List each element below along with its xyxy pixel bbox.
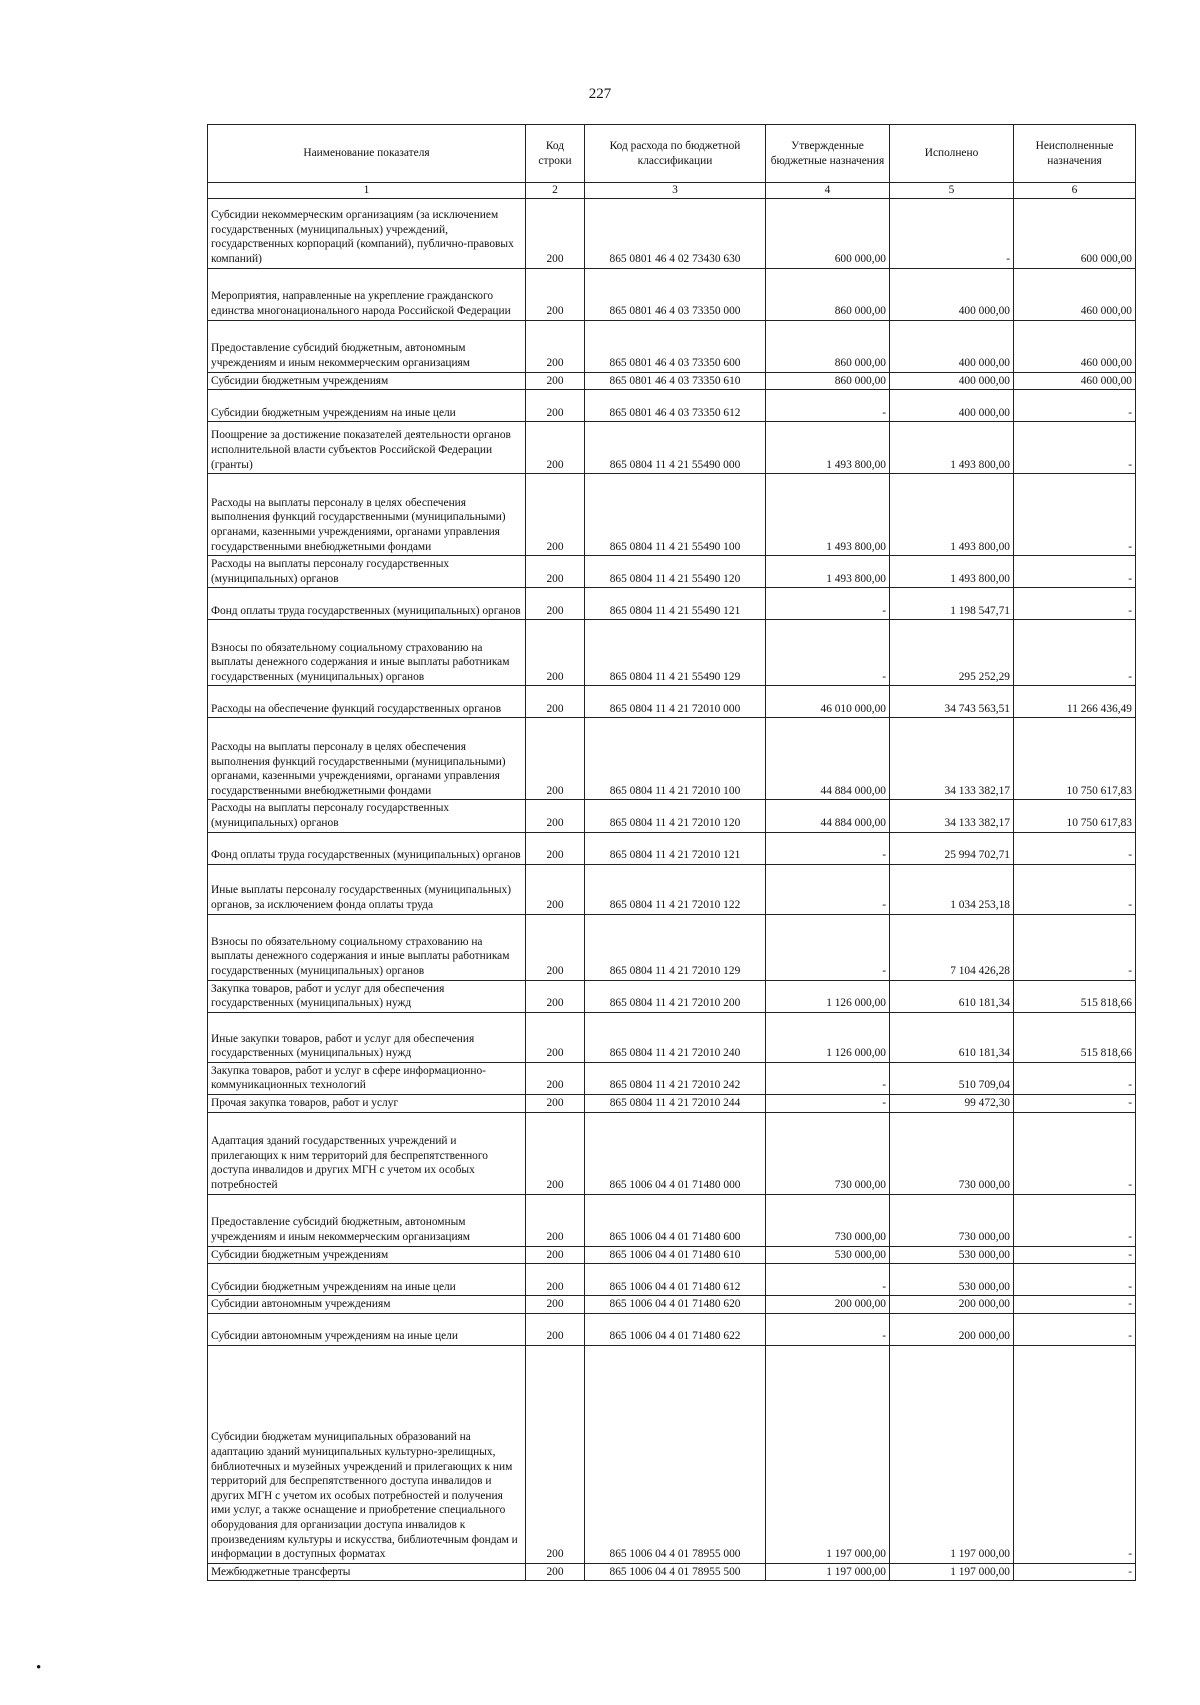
row-executed: 400 000,00	[890, 320, 1014, 372]
row-executed: 530 000,00	[890, 1264, 1014, 1296]
row-name: Мероприятия, направленные на укрепление гражданского единства многонационального народа Российской Федерации	[208, 268, 526, 320]
row-unexecuted: 460 000,00	[1014, 268, 1136, 320]
table-row	[208, 1313, 1136, 1345]
table-row	[208, 800, 1136, 832]
column-number-row	[208, 183, 1136, 199]
row-unexecuted: -	[1014, 588, 1136, 620]
row-kbk: 865 0804 11 4 21 55490 129	[585, 620, 766, 686]
row-kbk: 865 1006 04 4 01 71480 612	[585, 1264, 766, 1296]
header-executed: Исполнено	[890, 125, 1014, 183]
row-approved: 600 000,00	[766, 198, 890, 268]
row-unexecuted: -	[1014, 1094, 1136, 1112]
table-body	[208, 198, 1136, 1581]
row-executed: 400 000,00	[890, 372, 1014, 390]
row-name: Адаптация зданий государственных учреждений и прилегающих к ним территорий для беспрепятственного доступа инвалидов и других МГН с учетом их особых потребностей	[208, 1112, 526, 1194]
table-row	[208, 832, 1136, 864]
row-kbk: 865 0804 11 4 21 72010 122	[585, 864, 766, 914]
row-unexecuted: 10 750 617,83	[1014, 800, 1136, 832]
row-approved: 1 197 000,00	[766, 1563, 890, 1581]
row-kbk: 865 0804 11 4 21 72010 000	[585, 686, 766, 718]
row-approved: 44 884 000,00	[766, 718, 890, 800]
row-unexecuted: 10 750 617,83	[1014, 718, 1136, 800]
column-number: 5	[890, 183, 1014, 199]
row-executed: 610 181,34	[890, 1012, 1014, 1062]
row-kbk: 865 0804 11 4 21 55490 121	[585, 588, 766, 620]
row-name: Закупка товаров, работ и услуг в сфере информационно-коммуникационных технологий	[208, 1062, 526, 1094]
row-line-code: 200	[526, 1563, 585, 1581]
row-executed: 295 252,29	[890, 620, 1014, 686]
row-line-code: 200	[526, 556, 585, 588]
row-name: Поощрение за достижение показателей деятельности органов исполнительной власти субъектов Российской Федерации (гранты)	[208, 422, 526, 474]
row-unexecuted: -	[1014, 1246, 1136, 1264]
row-line-code: 200	[526, 422, 585, 474]
table-row	[208, 1563, 1136, 1581]
row-line-code: 200	[526, 1012, 585, 1062]
header-approved: Утвержденные бюджетные назначения	[766, 125, 890, 183]
table-row	[208, 198, 1136, 268]
row-unexecuted: -	[1014, 1345, 1136, 1563]
row-kbk: 865 1006 04 4 01 71480 610	[585, 1246, 766, 1264]
row-executed: 530 000,00	[890, 1246, 1014, 1264]
row-name: Субсидии бюджетным учреждениям на иные цели	[208, 390, 526, 422]
row-executed: 730 000,00	[890, 1194, 1014, 1246]
row-approved: 200 000,00	[766, 1296, 890, 1314]
row-approved: 860 000,00	[766, 268, 890, 320]
table-row	[208, 718, 1136, 800]
row-kbk: 865 1006 04 4 01 71480 622	[585, 1313, 766, 1345]
column-number: 1	[208, 183, 526, 199]
row-executed: 1 493 800,00	[890, 422, 1014, 474]
row-kbk: 865 0801 46 4 03 73350 600	[585, 320, 766, 372]
row-approved: -	[766, 864, 890, 914]
row-name: Фонд оплаты труда государственных (муниципальных) органов	[208, 832, 526, 864]
row-name: Предоставление субсидий бюджетным, автономным учреждениям и иным некоммерческим организациям	[208, 320, 526, 372]
row-unexecuted: -	[1014, 620, 1136, 686]
row-unexecuted: -	[1014, 832, 1136, 864]
row-line-code: 200	[526, 686, 585, 718]
table-row	[208, 620, 1136, 686]
row-kbk: 865 0804 11 4 21 72010 120	[585, 800, 766, 832]
row-executed: 200 000,00	[890, 1296, 1014, 1314]
table-row	[208, 1296, 1136, 1314]
table-row	[208, 422, 1136, 474]
row-approved: 1 493 800,00	[766, 474, 890, 556]
column-number: 4	[766, 183, 890, 199]
row-unexecuted: 11 266 436,49	[1014, 686, 1136, 718]
table-row	[208, 1094, 1136, 1112]
table-row	[208, 1246, 1136, 1264]
row-approved: 44 884 000,00	[766, 800, 890, 832]
row-name: Фонд оплаты труда государственных (муниципальных) органов	[208, 588, 526, 620]
table-row	[208, 864, 1136, 914]
row-line-code: 200	[526, 320, 585, 372]
row-executed: 1 493 800,00	[890, 474, 1014, 556]
row-name: Предоставление субсидий бюджетным, автономным учреждениям и иным некоммерческим организациям	[208, 1194, 526, 1246]
row-name: Субсидии бюджетам муниципальных образований на адаптацию зданий муниципальных культурно-зрелищных, библиотечных и музейных учреждений и прилегающих к ним территорий для беспрепятственного доступа инвалидов и других МГН с учетом их особых потребностей и получения ими услуг, а также оснащение и приобретение специального оборудования для организации доступа инвалидов к произведениям культуры и искусства, библиотечным фондам и информации в доступных форматах	[208, 1345, 526, 1563]
budget-execution-table	[207, 124, 1136, 1581]
row-line-code: 200	[526, 1345, 585, 1563]
row-line-code: 200	[526, 268, 585, 320]
row-line-code: 200	[526, 1094, 585, 1112]
row-approved: -	[766, 832, 890, 864]
row-line-code: 200	[526, 1313, 585, 1345]
row-line-code: 200	[526, 1112, 585, 1194]
row-kbk: 865 1006 04 4 01 78955 500	[585, 1563, 766, 1581]
row-line-code: 200	[526, 1194, 585, 1246]
row-name: Межбюджетные трансферты	[208, 1563, 526, 1581]
row-line-code: 200	[526, 718, 585, 800]
table-row	[208, 588, 1136, 620]
row-approved: -	[766, 620, 890, 686]
row-name: Взносы по обязательному социальному страхованию на выплаты денежного содержания и иные выплаты работникам государственных (муниципальных) органов	[208, 914, 526, 980]
row-line-code: 200	[526, 1264, 585, 1296]
row-executed: 7 104 426,28	[890, 914, 1014, 980]
row-kbk: 865 0801 46 4 03 73350 610	[585, 372, 766, 390]
row-executed: -	[890, 198, 1014, 268]
row-line-code: 200	[526, 1246, 585, 1264]
row-executed: 99 472,30	[890, 1094, 1014, 1112]
row-name: Закупка товаров, работ и услуг для обеспечения государственных (муниципальных) нужд	[208, 980, 526, 1012]
row-approved: 46 010 000,00	[766, 686, 890, 718]
row-kbk: 865 1006 04 4 01 78955 000	[585, 1345, 766, 1563]
table-row	[208, 320, 1136, 372]
row-line-code: 200	[526, 390, 585, 422]
row-kbk: 865 0804 11 4 21 72010 240	[585, 1012, 766, 1062]
row-kbk: 865 0804 11 4 21 72010 100	[585, 718, 766, 800]
column-number: 3	[585, 183, 766, 199]
header-line-code: Код строки	[526, 125, 585, 183]
table-row	[208, 556, 1136, 588]
row-name: Расходы на выплаты персоналу государственных (муниципальных) органов	[208, 800, 526, 832]
table-row	[208, 686, 1136, 718]
row-line-code: 200	[526, 832, 585, 864]
table-row	[208, 1012, 1136, 1062]
row-unexecuted: -	[1014, 556, 1136, 588]
row-executed: 200 000,00	[890, 1313, 1014, 1345]
row-executed: 1 197 000,00	[890, 1563, 1014, 1581]
row-line-code: 200	[526, 1062, 585, 1094]
row-approved: -	[766, 914, 890, 980]
row-line-code: 200	[526, 914, 585, 980]
row-name: Прочая закупка товаров, работ и услуг	[208, 1094, 526, 1112]
row-unexecuted: -	[1014, 1062, 1136, 1094]
header-unexecuted: Неисполненные назначения	[1014, 125, 1136, 183]
row-unexecuted: 600 000,00	[1014, 198, 1136, 268]
row-kbk: 865 0804 11 4 21 72010 200	[585, 980, 766, 1012]
row-executed: 610 181,34	[890, 980, 1014, 1012]
row-unexecuted: 460 000,00	[1014, 372, 1136, 390]
table-row	[208, 1062, 1136, 1094]
row-unexecuted: 460 000,00	[1014, 320, 1136, 372]
row-name: Субсидии некоммерческим организациям (за исключением государственных (муниципальных) учреждений, государственных корпораций (компаний), публично-правовых компаний)	[208, 198, 526, 268]
row-unexecuted: -	[1014, 1313, 1136, 1345]
row-approved: -	[766, 1094, 890, 1112]
row-approved: -	[766, 1264, 890, 1296]
row-name: Расходы на обеспечение функций государственных органов	[208, 686, 526, 718]
row-name: Расходы на выплаты персоналу в целях обеспечения выполнения функций государственными (муниципальными) органами, казенными учреждениями, органами управления государственными внебюджетными фондами	[208, 474, 526, 556]
row-executed: 25 994 702,71	[890, 832, 1014, 864]
row-kbk: 865 1006 04 4 01 71480 000	[585, 1112, 766, 1194]
page-number: 227	[588, 86, 612, 102]
row-approved: 1 493 800,00	[766, 422, 890, 474]
row-name: Субсидии бюджетным учреждениям	[208, 372, 526, 390]
row-executed: 730 000,00	[890, 1112, 1014, 1194]
row-line-code: 200	[526, 800, 585, 832]
row-line-code: 200	[526, 198, 585, 268]
row-name: Расходы на выплаты персоналу в целях обеспечения выполнения функций государственными (муниципальными) органами, казенными учреждениями, органами управления государственными внебюджетными фондами	[208, 718, 526, 800]
row-kbk: 865 0804 11 4 21 72010 129	[585, 914, 766, 980]
row-line-code: 200	[526, 588, 585, 620]
row-approved: -	[766, 1313, 890, 1345]
row-executed: 510 709,04	[890, 1062, 1014, 1094]
header-kbk: Код расхода по бюджетной классификации	[585, 125, 766, 183]
column-number: 2	[526, 183, 585, 199]
row-approved: 1 126 000,00	[766, 1012, 890, 1062]
row-name: Расходы на выплаты персоналу государственных (муниципальных) органов	[208, 556, 526, 588]
row-unexecuted: -	[1014, 1563, 1136, 1581]
stray-mark: •	[36, 1660, 42, 1676]
row-unexecuted: -	[1014, 1194, 1136, 1246]
row-line-code: 200	[526, 980, 585, 1012]
row-executed: 34 133 382,17	[890, 800, 1014, 832]
table-row	[208, 980, 1136, 1012]
row-name: Взносы по обязательному социальному страхованию на выплаты денежного содержания и иные выплаты работникам государственных (муниципальных) органов	[208, 620, 526, 686]
row-line-code: 200	[526, 474, 585, 556]
table-row	[208, 474, 1136, 556]
row-kbk: 865 0804 11 4 21 55490 000	[585, 422, 766, 474]
row-unexecuted: -	[1014, 914, 1136, 980]
row-executed: 1 034 253,18	[890, 864, 1014, 914]
row-name: Иные выплаты персоналу государственных (муниципальных) органов, за исключением фонда оплаты труда	[208, 864, 526, 914]
row-unexecuted: -	[1014, 1296, 1136, 1314]
row-unexecuted: -	[1014, 422, 1136, 474]
table-row	[208, 1112, 1136, 1194]
row-kbk: 865 0804 11 4 21 72010 244	[585, 1094, 766, 1112]
row-unexecuted: 515 818,66	[1014, 980, 1136, 1012]
row-kbk: 865 1006 04 4 01 71480 600	[585, 1194, 766, 1246]
row-executed: 1 197 000,00	[890, 1345, 1014, 1563]
row-line-code: 200	[526, 864, 585, 914]
row-kbk: 865 0804 11 4 21 55490 120	[585, 556, 766, 588]
row-name: Субсидии бюджетным учреждениям	[208, 1246, 526, 1264]
table-row	[208, 1264, 1136, 1296]
row-kbk: 865 0801 46 4 03 73350 000	[585, 268, 766, 320]
row-executed: 34 133 382,17	[890, 718, 1014, 800]
row-kbk: 865 0804 11 4 21 72010 121	[585, 832, 766, 864]
row-line-code: 200	[526, 620, 585, 686]
table-row	[208, 390, 1136, 422]
row-name: Иные закупки товаров, работ и услуг для обеспечения государственных (муниципальных) нужд	[208, 1012, 526, 1062]
row-executed: 34 743 563,51	[890, 686, 1014, 718]
table-row	[208, 372, 1136, 390]
row-approved: 730 000,00	[766, 1194, 890, 1246]
row-unexecuted: -	[1014, 864, 1136, 914]
row-approved: 730 000,00	[766, 1112, 890, 1194]
row-kbk: 865 1006 04 4 01 71480 620	[585, 1296, 766, 1314]
row-executed: 400 000,00	[890, 268, 1014, 320]
row-approved: -	[766, 1062, 890, 1094]
row-executed: 1 198 547,71	[890, 588, 1014, 620]
header-row	[208, 125, 1136, 183]
table-row	[208, 914, 1136, 980]
row-executed: 400 000,00	[890, 390, 1014, 422]
table-row	[208, 1345, 1136, 1563]
row-kbk: 865 0804 11 4 21 55490 100	[585, 474, 766, 556]
header-name: Наименование показателя	[208, 125, 526, 183]
row-line-code: 200	[526, 372, 585, 390]
row-executed: 1 493 800,00	[890, 556, 1014, 588]
row-approved: 530 000,00	[766, 1246, 890, 1264]
row-approved: 1 126 000,00	[766, 980, 890, 1012]
row-unexecuted: -	[1014, 1264, 1136, 1296]
row-unexecuted: 515 818,66	[1014, 1012, 1136, 1062]
table-row	[208, 1194, 1136, 1246]
row-unexecuted: -	[1014, 390, 1136, 422]
row-approved: 1 493 800,00	[766, 556, 890, 588]
row-approved: 860 000,00	[766, 372, 890, 390]
row-name: Субсидии бюджетным учреждениям на иные цели	[208, 1264, 526, 1296]
row-name: Субсидии автономным учреждениям	[208, 1296, 526, 1314]
row-approved: -	[766, 588, 890, 620]
row-unexecuted: -	[1014, 474, 1136, 556]
table-row	[208, 268, 1136, 320]
row-name: Субсидии автономным учреждениям на иные цели	[208, 1313, 526, 1345]
row-kbk: 865 0801 46 4 03 73350 612	[585, 390, 766, 422]
row-approved: -	[766, 390, 890, 422]
row-unexecuted: -	[1014, 1112, 1136, 1194]
row-approved: 860 000,00	[766, 320, 890, 372]
row-line-code: 200	[526, 1296, 585, 1314]
row-approved: 1 197 000,00	[766, 1345, 890, 1563]
row-kbk: 865 0804 11 4 21 72010 242	[585, 1062, 766, 1094]
row-kbk: 865 0801 46 4 02 73430 630	[585, 198, 766, 268]
column-number: 6	[1014, 183, 1136, 199]
